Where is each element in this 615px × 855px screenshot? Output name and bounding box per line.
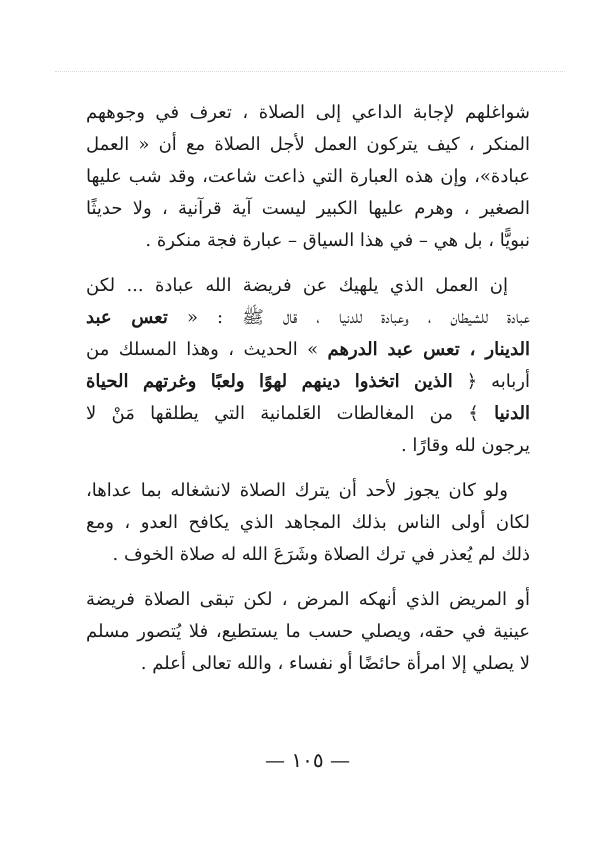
- header-divider: [55, 71, 565, 72]
- paragraph: [86, 475, 530, 571]
- text-line: [86, 616, 530, 648]
- text-line: [86, 584, 530, 616]
- paragraph: [86, 270, 530, 462]
- text-line: [86, 507, 530, 539]
- text-run: أربابه ﴿: [452, 371, 530, 392]
- text-run: ﴾ من المغالطات العَلمانية التي يطلقها مَنْ لا: [86, 403, 495, 424]
- paragraph-gap: [86, 257, 530, 270]
- paragraph: [86, 584, 530, 680]
- text-line: [86, 648, 530, 680]
- text-line: [86, 97, 530, 129]
- text-run: ذلك لم يُعذر في ترك الصلاة وشَرَعَ الله له صلاة الخوف .: [112, 544, 530, 565]
- text-line: [86, 475, 530, 507]
- bold-text-run: الدنيا: [494, 403, 530, 424]
- text-line: [86, 129, 530, 161]
- bold-text-run: تعس عبد: [86, 307, 168, 328]
- text-run: إن العمل الذي يلهيك عن فريضة الله عبادة ... لكن: [86, 275, 508, 296]
- paragraph-gap: [86, 462, 530, 475]
- bold-text-run: الدينار ، تعس عبد الدرهم: [327, 339, 530, 360]
- text-run: شواغلهم لإجابة الداعي إلى الصلاة ، تعرف في وجوههم: [86, 102, 530, 123]
- text-line: [86, 270, 530, 302]
- text-line: [86, 430, 530, 462]
- text-run: المنكر ، كيف يتركون العمل لأجل الصلاة مع أن « العمل: [86, 134, 530, 155]
- paragraph-gap: [86, 571, 530, 584]
- text-line: [86, 398, 530, 430]
- bold-text-run: الذين اتخذوا دينهم لهوًا ولعبًا وغرتهم الحياة: [86, 371, 453, 392]
- text-line: [86, 225, 530, 257]
- text-run: عبادة»، وإن هذه العبارة التي ذاعت شاعت، وقد شب عليها: [86, 166, 530, 187]
- text-run: يرجون لله وقارًا .: [400, 435, 530, 456]
- text-run: الصغير ، وهرم عليها الكبير ليست آية قرآنية ، ولا حديثًا: [86, 198, 530, 219]
- paragraph: [86, 97, 530, 257]
- text-run: عبادة للشيطان ، وعبادة للدنيا ، قال ﷺ : «: [167, 307, 530, 328]
- text-run: عينية في حقه، ويصلي حسب ما يستطيع، فلا يُتصور مسلم: [86, 621, 530, 642]
- text-line: [86, 302, 530, 334]
- text-line: [86, 539, 530, 571]
- text-run: لا يصلي إلا امرأة حائضًا أو نفساء ، والله تعالى أعلم .: [140, 653, 530, 674]
- text-run: لكان أولى الناس بذلك المجاهد الذي يكافح العدو ، ومع: [86, 512, 530, 533]
- text-line: [86, 334, 530, 366]
- text-run: أو المريض الذي أنهكه المرض ، لكن تبقى الصلاة فريضة: [86, 589, 530, 610]
- body-text: [86, 97, 530, 680]
- page-number: — ١٠٥ —: [265, 748, 350, 772]
- text-line: [86, 161, 530, 193]
- text-run: » الحديث ، وهذا المسلك من: [86, 339, 328, 360]
- text-line: [86, 366, 530, 398]
- text-line: [86, 193, 530, 225]
- text-run: ولو كان يجوز لأحد أن يترك الصلاة لانشغاله بما عداها،: [86, 480, 508, 501]
- text-run: نبويًّا ، بل هي – في هذا السياق – عبارة فجة منكرة .: [145, 230, 530, 251]
